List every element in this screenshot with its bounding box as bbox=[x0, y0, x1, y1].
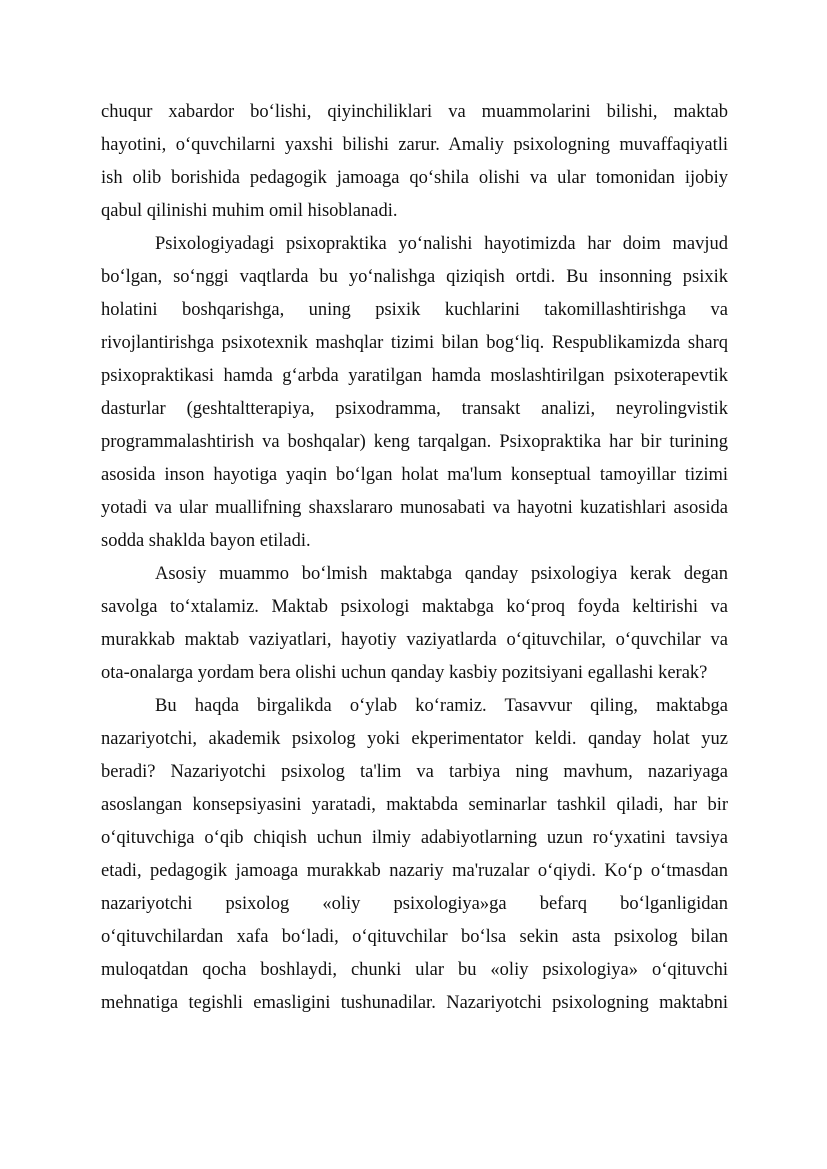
paragraph bbox=[101, 690, 728, 1020]
text-line: nazariyotchi, akademik psixolog yoki ekperimentator keldi. qanday holat yuz bbox=[101, 729, 728, 749]
text-line: savolga to‘xtalamiz. Maktab psixologi maktabga ko‘proq foyda keltirishi va bbox=[101, 597, 728, 617]
text-line: chuqur xabardor bo‘lishi, qiyinchiliklari va muammolarini bilishi, maktab bbox=[101, 102, 728, 122]
text-line: asoslangan konsepsiyasini yaratadi, maktabda seminarlar tashkil qiladi, har bir bbox=[101, 795, 728, 815]
text-line: o‘qituvchilardan xafa bo‘ladi, o‘qituvchilar bo‘lsa sekin asta psixolog bilan bbox=[101, 927, 728, 947]
text-line: qabul qilinishi muhim omil hisoblanadi. bbox=[101, 201, 398, 221]
text-line: rivojlantirishga psixotexnik mashqlar tizimi bilan bog‘liq. Respublikamizda sharq bbox=[101, 333, 728, 353]
text-line: hayotini, o‘quvchilarni yaxshi bilishi zarur. Amaliy psixologning muvaffaqiyatli bbox=[101, 135, 728, 155]
text-line: ish olib borishida pedagogik jamoaga qo‘shila olishi va ular tomonidan ijobiy bbox=[101, 168, 728, 188]
text-line: Bu haqda birgalikda o‘ylab ko‘ramiz. Tasavvur qiling, maktabga bbox=[155, 696, 728, 716]
text-line: mehnatiga tegishli emasligini tushunadilar. Nazariyotchi psixologning maktabni bbox=[101, 993, 728, 1013]
text-line: psixopraktikasi hamda g‘arbda yaratilgan hamda moslashtirilgan psixoterapevtik bbox=[101, 366, 728, 386]
text-line: etadi, pedagogik jamoaga murakkab nazariy ma'ruzalar o‘qiydi. Ko‘p o‘tmasdan bbox=[101, 861, 728, 881]
text-line: programmalashtirish va boshqalar) keng tarqalgan. Psixopraktika har bir turining bbox=[101, 432, 728, 452]
text-line: murakkab maktab vaziyatlari, hayotiy vaziyatlarda o‘qituvchilar, o‘quvchilar va bbox=[101, 630, 728, 650]
text-line: beradi? Nazariyotchi psixolog ta'lim va tarbiya ning mavhum, nazariyaga bbox=[101, 762, 728, 782]
text-line: muloqatdan qocha boshlaydi, chunki ular bu «oliy psixologiya» o‘qituvchi bbox=[101, 960, 728, 980]
document-body bbox=[101, 96, 728, 1020]
text-line: bo‘lgan, so‘nggi vaqtlarda bu yo‘nalishga qiziqish ortdi. Bu insonning psixik bbox=[101, 267, 728, 287]
text-line: dasturlar (geshtaltterapiya, psixodramma, transakt analizi, neyrolingvistik bbox=[101, 399, 728, 419]
paragraph bbox=[101, 228, 728, 558]
paragraph bbox=[101, 558, 728, 690]
text-line: holatini boshqarishga, uning psixik kuchlarini takomillashtirishga va bbox=[101, 300, 728, 320]
text-line: Psixologiyadagi psixopraktika yo‘nalishi hayotimizda har doim mavjud bbox=[155, 234, 728, 254]
text-line: sodda shaklda bayon etiladi. bbox=[101, 531, 311, 551]
text-line: ota-onalarga yordam bera olishi uchun qanday kasbiy pozitsiyani egallashi kerak? bbox=[101, 663, 708, 683]
text-line: asosida inson hayotiga yaqin bo‘lgan holat ma'lum konseptual tamoyillar tizimi bbox=[101, 465, 728, 485]
text-line: nazariyotchi psixolog «oliy psixologiya»ga befarq bo‘lganligidan bbox=[101, 894, 728, 914]
text-line: Asosiy muammo bo‘lmish maktabga qanday psixologiya kerak degan bbox=[155, 564, 728, 584]
text-line: o‘qituvchiga o‘qib chiqish uchun ilmiy adabiyotlarning uzun ro‘yxatini tavsiya bbox=[101, 828, 728, 848]
paragraph bbox=[101, 96, 728, 228]
text-line: yotadi va ular muallifning shaxslararo munosabati va hayotni kuzatishlari asosida bbox=[101, 498, 728, 518]
